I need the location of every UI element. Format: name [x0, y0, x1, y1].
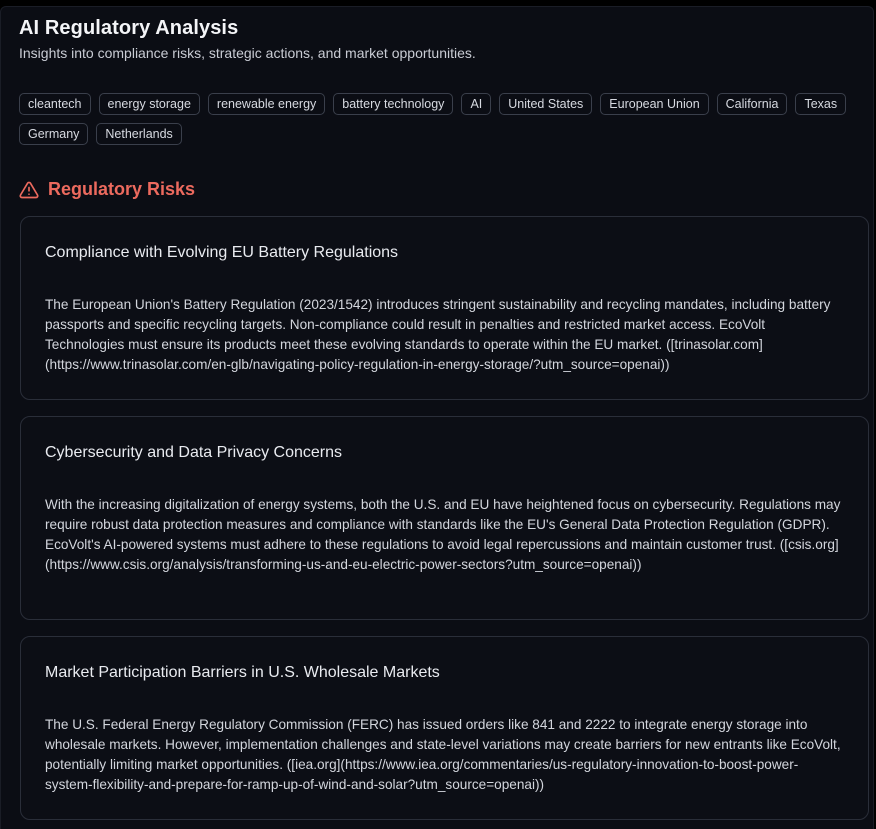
- risk-card: [20, 416, 869, 620]
- tag-netherlands[interactable]: Netherlands: [96, 123, 181, 145]
- risk-title: Compliance with Evolving EU Battery Regulations: [45, 244, 399, 261]
- risk-title: Cybersecurity and Data Privacy Concerns: [45, 444, 343, 461]
- page-subtitle: Insights into compliance risks, strategic actions, and market opportunities.: [19, 45, 476, 61]
- risk-description: The U.S. Federal Energy Regulatory Commission (FERC) has issued orders like 841 and 2222 to integrate energy storage into wholesale markets. However, implementation challenges and state-level variations may create barriers for new entrants like EcoVolt, potentially limiting market opportunities. ([iea.org](https://www.iea.org/commentaries/us-regulatory-innovation-to-boost-power-system-flexibility-and-prepare-for-ramp-up-of-wind-and-solar?utm_source=openai)): [45, 717, 841, 792]
- warning-triangle-icon: [19, 180, 39, 200]
- risk-card: [20, 636, 869, 820]
- tag-united-states[interactable]: United States: [499, 93, 592, 115]
- regulatory-risks-heading: [19, 179, 195, 200]
- tag-germany[interactable]: Germany: [19, 123, 88, 145]
- tag-texas[interactable]: Texas: [795, 93, 846, 115]
- tag-cleantech[interactable]: cleantech: [19, 93, 91, 115]
- tag-renewable-energy[interactable]: renewable energy: [208, 93, 325, 115]
- tag-california[interactable]: California: [717, 93, 788, 115]
- risk-description: With the increasing digitalization of energy systems, both the U.S. and EU have heightened focus on cybersecurity. Regulations may require robust data protection measures and compliance with standards like the EU's General Data Protection Regulation (GDPR). EcoVolt's AI-powered systems must adhere to these regulations to avoid legal repercussions and maintain customer trust. ([csis.org](https://www.csis.org/analysis/transforming-us-and-eu-electric-power-sectors?utm_source=openai)): [45, 497, 841, 572]
- tag-european-union[interactable]: European Union: [600, 93, 708, 115]
- tag-ai[interactable]: AI: [461, 93, 491, 115]
- tag-list: [19, 93, 849, 145]
- risk-card: [20, 216, 869, 400]
- risk-title: Market Participation Barriers in U.S. Wholesale Markets: [45, 664, 440, 681]
- analysis-panel: [0, 6, 874, 829]
- page-title: AI Regulatory Analysis: [19, 17, 239, 39]
- tag-energy-storage[interactable]: energy storage: [99, 93, 200, 115]
- section-title: Regulatory Risks: [48, 179, 196, 199]
- tag-battery-technology[interactable]: battery technology: [333, 93, 453, 115]
- risk-description: The European Union's Battery Regulation (2023/1542) introduces stringent sustainability and recycling mandates, including battery passports and specific recycling targets. Non-compliance could result in penalties and restricted market access. EcoVolt Technologies must ensure its products meet these evolving standards to operate within the EU market. ([trinasolar.com](https://www.trinasolar.com/en-glb/navigating-policy-regulation-in-energy-storage/?utm_source=openai)): [45, 297, 831, 372]
